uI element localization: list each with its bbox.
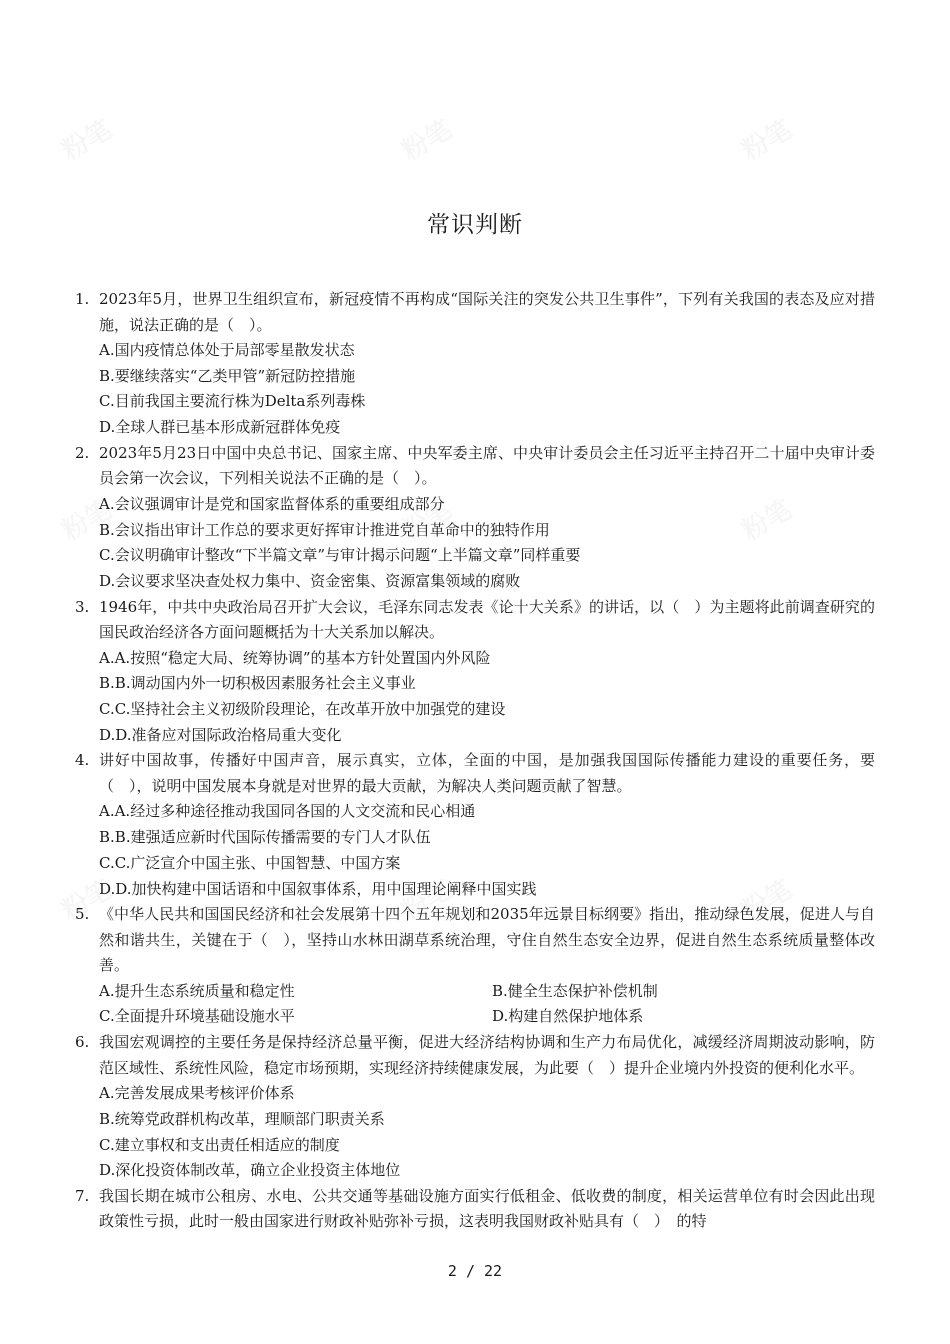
question-stem: 《中华人民共和国国民经济和社会发展第十四个五年规划和2035年远景目标纲要》指出，推动绿色发展，促进人与自然和谐共生，关键在于（ ），坚持山水林田湖草系统治理，守住自然生态安全边界，促进自然生态系统质量整体改善。: [99, 905, 875, 975]
question-number: 6.: [75, 1033, 90, 1052]
option-c: C.目前我国主要流行株为Delta系列毒株: [99, 392, 366, 411]
page-title: 常识判断: [427, 212, 523, 238]
option-d: D.构建自然保护地体系: [492, 1007, 644, 1026]
question-number: 3.: [75, 597, 90, 616]
option-c: C.C.坚持社会主义初级阶段理论，在改革开放中加强党的建设: [99, 700, 506, 719]
question-stem: 2023年5月23日中国中央总书记、国家主席、中央军委主席、中央审计委员会主任习近平主持召开二十届中央审计委员会第一次会议，下列相关说法不正确的是（ ）。: [99, 443, 875, 488]
question-7: [75, 1184, 875, 1235]
option-d: D.D.加快构建中国话语和中国叙事体系，用中国理论阐释中国实践: [99, 879, 537, 898]
option-d: D.深化投资体制改革，确立企业投资主体地位: [99, 1161, 401, 1180]
option-a: A.提升生态系统质量和稳定性: [99, 981, 295, 1000]
question-list: [75, 287, 875, 1235]
question-stem: 讲好中国故事，传播好中国声音，展示真实，立体，全面的中国，是加强我国国际传播能力建设的重要任务，要（ ），说明中国发展本身就是对世界的最大贡献，为解决人类问题贡献了智慧。: [99, 751, 875, 795]
question-2: [75, 441, 875, 595]
watermark: [54, 109, 118, 167]
option-a: A.A.经过多种途径推动我国同各国的人文交流和民心相通: [99, 802, 476, 821]
question-1: [75, 287, 875, 441]
option-a: A.会议强调审计是党和国家监督体系的重要组成部分: [99, 494, 445, 513]
option-d: D.会议要求坚决查处权力集中、资金密集、资源富集领域的腐败: [99, 571, 521, 590]
question-stem: 2023年5月，世界卫生组织宣布，新冠疫情不再构成“国际关注的突发公共卫生事件”，下列有关我国的表态及应对措施，说法正确的是（ ）。: [99, 290, 875, 334]
option-a: A.A.按照“稳定大局、统筹协调”的基本方针处置国内外风险: [99, 648, 491, 667]
option-d: D.D.准备应对国际政治格局重大变化: [99, 725, 342, 744]
question-stem: 我国长期在城市公租房、水电、公共交通等基础设施方面实行低租金、低收费的制度，相关运营单位有时会因此出现政策性亏损，此时一般由国家进行财政补贴弥补亏损，这表明我国财政补贴具有（ ） 的特: [99, 1186, 875, 1231]
option-b: B.会议指出审计工作总的要求更好挥审计推进党自革命中的独特作用: [99, 520, 550, 539]
option-c: C.C.广泛宣介中国主张、中国智慧、中国方案: [99, 853, 401, 872]
question-stem: 我国宏观调控的主要任务是保持经济总量平衡，促进大经济结构协调和生产力布局优化，减缓经济周期波动影响，防范区域性、系统性风险，稳定市场预期，实现经济持续健康发展，为此要（ ）提升企业境内外投资的便利化水平。: [99, 1033, 875, 1077]
option-c: C.全面提升环境基础设施水平: [99, 1007, 295, 1026]
option-a: A.完善发展成果考核评价体系: [99, 1084, 295, 1103]
question-number: 7.: [75, 1186, 90, 1205]
option-b: B.健全生态保护补偿机制: [492, 981, 658, 1000]
question-number: 2.: [75, 443, 90, 462]
question-number: 1.: [75, 290, 90, 308]
option-a: A.国内疫情总体处于局部零星散发状态: [99, 341, 355, 359]
option-d: D.全球人群已基本形成新冠群体免疫: [99, 418, 341, 437]
question-4: [75, 748, 875, 902]
page-indicator: 2 / 22: [447, 1262, 503, 1280]
option-b: B.B.调动国内外一切积极因素服务社会主义事业: [99, 674, 416, 693]
watermark: [734, 109, 798, 167]
question-number: 5.: [75, 905, 90, 924]
option-grid: [99, 979, 875, 1030]
question-6: [75, 1030, 875, 1184]
option-b: B.要继续落实“乙类甲管”新冠防控措施: [99, 366, 356, 385]
option-b: B.B.建强适应新时代国际传播需要的专门人才队伍: [99, 828, 431, 847]
option-c: C.会议明确审计整改“下半篇文章”与审计揭示问题“上半篇文章”同样重要: [99, 546, 581, 565]
question-3: [75, 595, 875, 749]
option-b: B.统筹党政群机构改革，理顺部门职责关系: [99, 1109, 385, 1128]
question-5: [75, 902, 875, 1030]
watermark: [394, 109, 458, 167]
question-number: 4.: [75, 751, 90, 770]
option-c: C.建立事权和支出责任相适应的制度: [99, 1135, 340, 1154]
question-stem: 1946年，中共中央政治局召开扩大会议，毛泽东同志发表《论十大关系》的讲话，以（ ）为主题将此前调查研究的国民政治经济各方面问题概括为十大关系加以解决。: [99, 597, 875, 642]
